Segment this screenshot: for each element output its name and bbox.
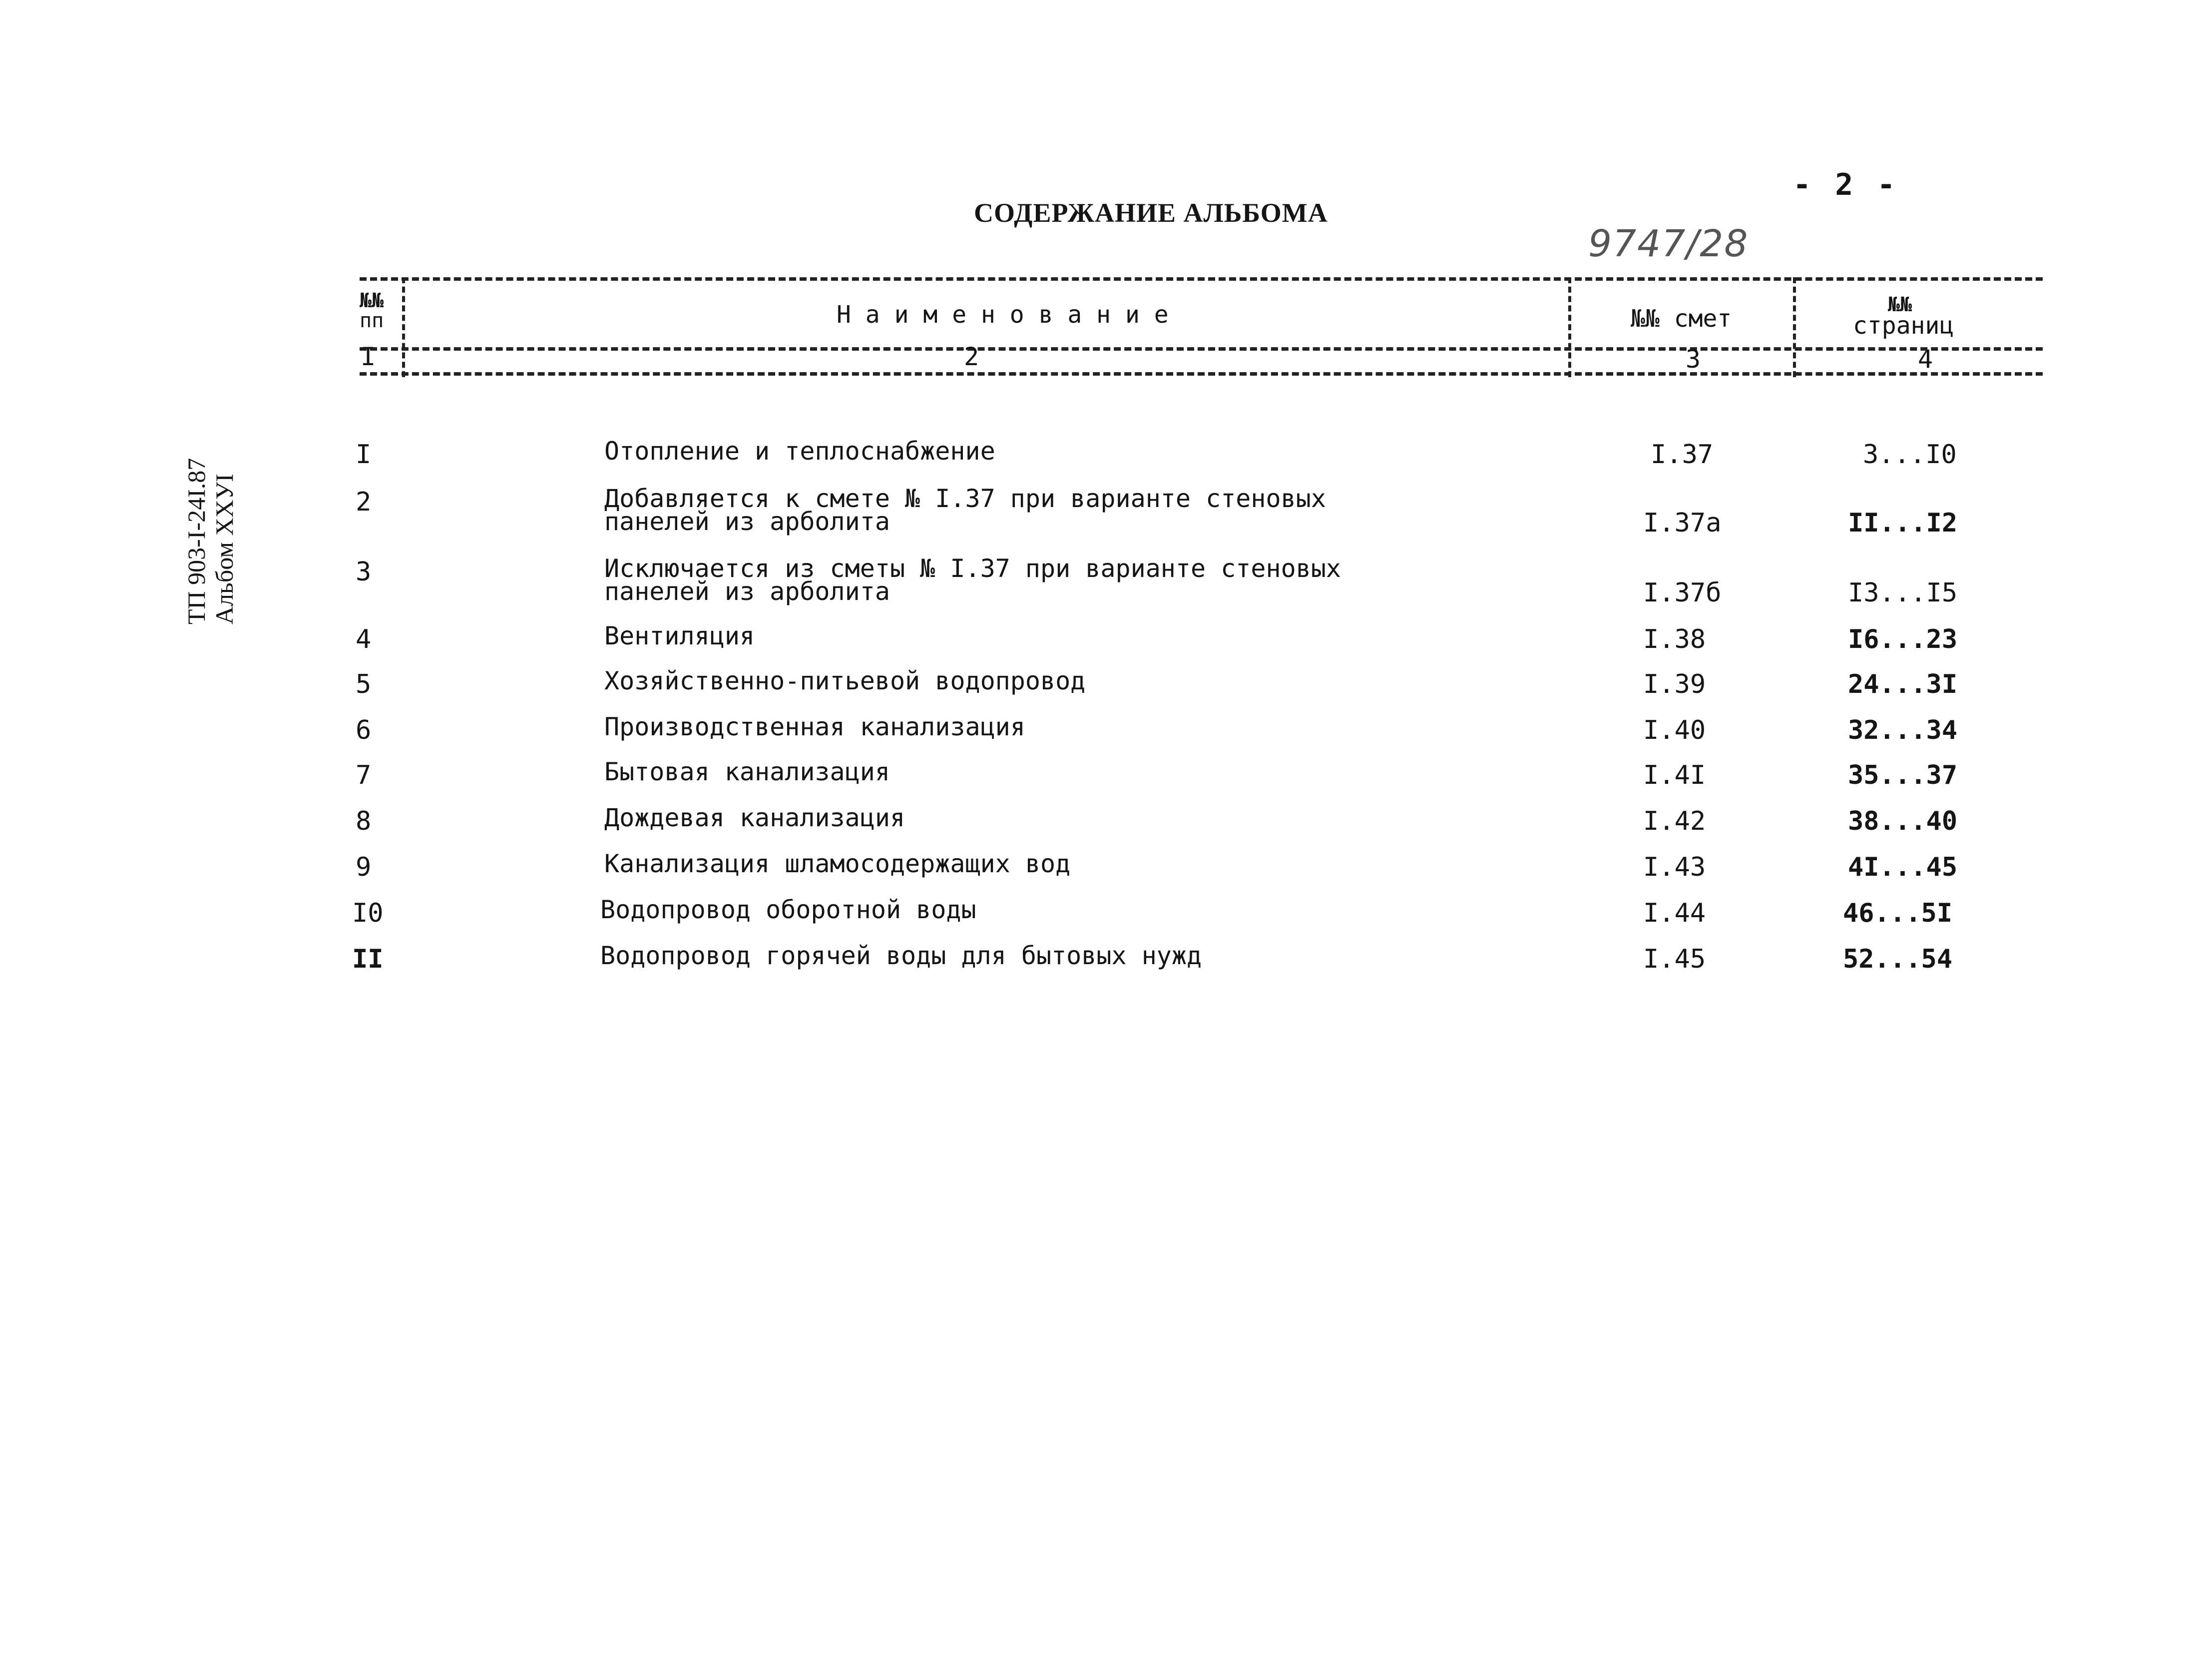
row-pages: 35...37 (1848, 760, 1958, 790)
header-col2-num: 2 (964, 342, 979, 371)
row-name: Водопровод горячей воды для бытовых нужд (600, 941, 1202, 970)
row-estimate: I.37 (1651, 440, 1714, 470)
row-pages: 32...34 (1848, 715, 1958, 745)
row-estimate: I.43 (1643, 852, 1706, 882)
header-top-rule (360, 277, 2043, 281)
row-name: Производственная канализация (604, 712, 1025, 741)
row-pages: 3...I0 (1863, 440, 1957, 470)
row-name: Отопление и теплоснабжение (604, 437, 995, 466)
header-col4-num: 4 (1918, 345, 1933, 374)
row-estimate: I.40 (1643, 715, 1706, 745)
row-number: 9 (356, 852, 372, 882)
row-pages: I3...I5 (1848, 578, 1958, 608)
header-col3-label: №№ смет (1631, 305, 1732, 333)
row-estimate: I.37б (1643, 578, 1722, 608)
header-col2-label: Н а и м е н о в а н и е (837, 301, 1169, 329)
row-number: 8 (356, 806, 372, 836)
row-name-line2: панелей из арболита (604, 507, 890, 536)
row-estimate: I.4I (1643, 760, 1706, 790)
header-col1-label-bottom: пп (360, 309, 384, 332)
row-pages: 4I...45 (1848, 852, 1958, 882)
side-stamp (182, 345, 238, 624)
header-col4-label-bottom: страниц (1853, 312, 1954, 340)
side-stamp-line1: ТП 903-I-24I.87 (182, 458, 210, 624)
row-pages: 46...5I (1843, 898, 1953, 928)
row-name: Хозяйственно-питьевой водопровод (604, 666, 1086, 695)
row-estimate: I.45 (1643, 944, 1706, 974)
header-middle-rule (360, 347, 2043, 351)
row-pages: 52...54 (1843, 944, 1953, 974)
row-number: 3 (356, 557, 372, 587)
header-col4-label-top: №№ (1888, 293, 1912, 316)
row-name-line1: Добавляется к смете № I.37 при варианте стеновых (604, 484, 1326, 513)
row-estimate: I.42 (1643, 806, 1706, 836)
row-estimate: I.39 (1643, 669, 1706, 699)
row-estimate: I.37а (1643, 508, 1722, 538)
row-name: Бытовая канализация (604, 757, 890, 786)
row-name-line2: панелей из арболита (604, 577, 890, 606)
header-col3-num: 3 (1686, 345, 1701, 374)
page-number: - 2 - (1793, 167, 1898, 202)
header-col1-label-top: №№ (360, 289, 384, 312)
row-name: Водопровод оборотной воды (600, 895, 976, 924)
row-number: 7 (356, 760, 372, 790)
row-number: I (356, 440, 372, 470)
row-number: 2 (356, 487, 372, 517)
row-estimate: I.44 (1643, 898, 1706, 928)
row-name: Канализация шламосодержащих вод (604, 849, 1071, 878)
row-estimate: I.38 (1643, 624, 1706, 654)
header-divider-1 (402, 277, 405, 377)
handwritten-archive-code: 9747/28 (1588, 222, 1749, 265)
row-number: 5 (356, 669, 372, 699)
side-stamp-line2: Альбом XXУI (210, 474, 238, 624)
row-number: 6 (356, 715, 372, 745)
document-title: СОДЕРЖАНИЕ АЛЬБОМА (974, 198, 1328, 228)
row-pages: I6...23 (1848, 624, 1958, 654)
row-number: II (352, 944, 384, 974)
row-number: 4 (356, 624, 372, 654)
header-divider-2 (1568, 277, 1571, 377)
row-pages: II...I2 (1848, 508, 1958, 538)
header-col1-num: I (361, 342, 376, 371)
header-divider-3 (1793, 277, 1796, 377)
row-number: I0 (352, 898, 384, 928)
row-pages: 24...3I (1848, 669, 1958, 699)
row-name: Дождевая канализация (604, 803, 905, 832)
table-header (360, 277, 2043, 387)
row-name: Вентиляция (604, 621, 755, 650)
row-pages: 38...40 (1848, 806, 1958, 836)
header-bottom-rule (360, 372, 2043, 376)
row-name-line1: Исключается из сметы № I.37 при варианте стеновых (604, 554, 1341, 583)
